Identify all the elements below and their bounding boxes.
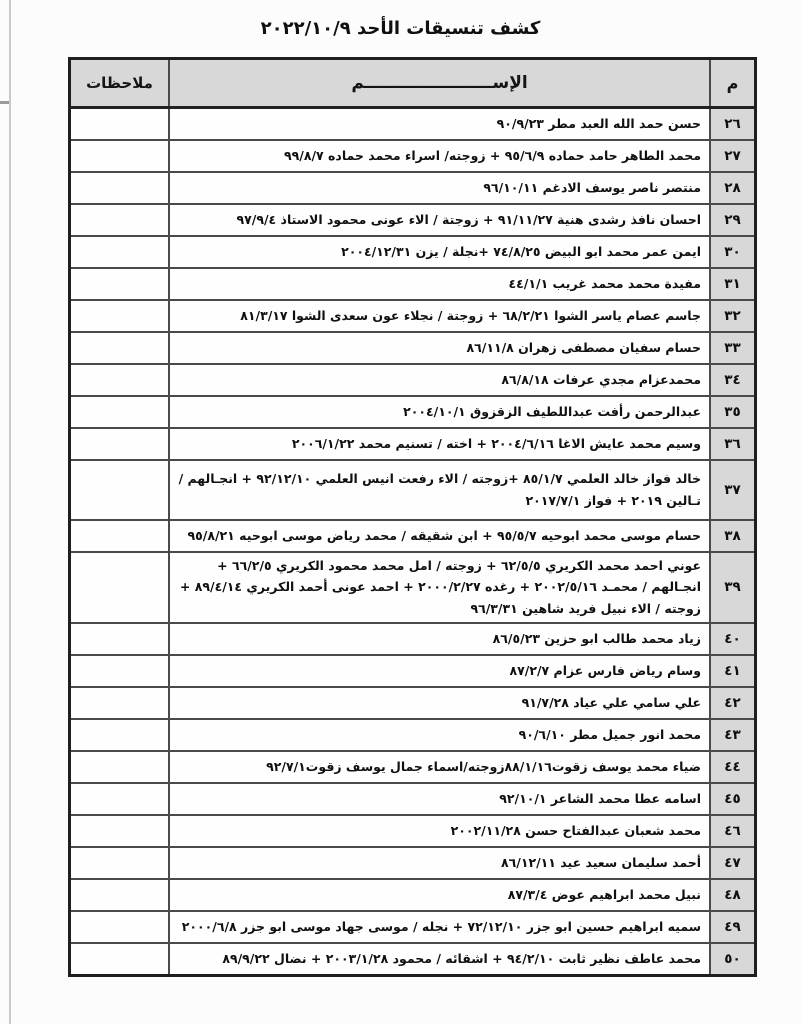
person-name: احسان نافذ رشدى هنية ٩١/١١/٢٧ + زوجتة / الاء عونى محمود الاستاذ ٩٧/٩/٤: [169, 204, 710, 236]
person-name: محمدعزام مجدي عرفات ٨٦/٨/١٨: [169, 364, 710, 396]
row-number: ٣٦: [710, 428, 756, 460]
table-row: [70, 943, 756, 975]
table-row: [70, 332, 756, 364]
row-notes: [70, 815, 170, 847]
table-row: [70, 268, 756, 300]
row-number: ٤٢: [710, 687, 756, 719]
row-number: ٤١: [710, 655, 756, 687]
row-number: ٣٧: [710, 460, 756, 520]
row-notes: [70, 268, 170, 300]
coordination-table: [68, 57, 757, 977]
row-number: ٤٣: [710, 719, 756, 751]
row-notes: [70, 396, 170, 428]
table-row: [70, 364, 756, 396]
person-name: سميه ابراهيم حسين ابو جزر ٧٢/١٢/١٠ + نجله / موسى جهاد موسى ابو جزر ٢٠٠٠/٦/٨: [169, 911, 710, 943]
row-notes: [70, 719, 170, 751]
row-notes: [70, 364, 170, 396]
row-number: ٣٥: [710, 396, 756, 428]
row-notes: [70, 623, 170, 655]
row-notes: [70, 687, 170, 719]
row-number: ٤٧: [710, 847, 756, 879]
person-name: وسيم محمد عايش الاغا ٢٠٠٤/٦/١٦ + اخته / تسنيم محمد ٢٠٠٦/١/٢٢: [169, 428, 710, 460]
table-row: [70, 172, 756, 204]
table-row: [70, 751, 756, 783]
table-row: [70, 204, 756, 236]
row-notes: [70, 300, 170, 332]
person-name: خالد فواز خالد العلمي ٨٥/١/٧ +زوجته / الاء رفعت انيس العلمي ٩٢/١٢/١٠ + انجـالهم / تـالين ٢٠١٩ + فواز ٢٠١٧/٧/١: [169, 460, 710, 520]
row-notes: [70, 943, 170, 975]
row-number: ٢٦: [710, 108, 756, 140]
table-row: [70, 236, 756, 268]
table-row: [70, 687, 756, 719]
row-number: ٣٤: [710, 364, 756, 396]
row-number: ٢٨: [710, 172, 756, 204]
row-notes: [70, 783, 170, 815]
row-notes: [70, 655, 170, 687]
person-name: علي سامي علي عياد ٩١/٧/٢٨: [169, 687, 710, 719]
header-number-column: م: [710, 59, 756, 108]
person-name: حسام سفيان مصطفى زهران ٨٦/١١/٨: [169, 332, 710, 364]
row-number: ٤٩: [710, 911, 756, 943]
row-notes: [70, 552, 170, 624]
table-row: [70, 428, 756, 460]
row-number: ٣١: [710, 268, 756, 300]
person-name: منتصر ناصر يوسف الادغم ٩٦/١٠/١١: [169, 172, 710, 204]
person-name: ايمن عمر محمد ابو البيض ٧٤/٨/٢٥ +نجلة / يزن ٢٠٠٤/١٢/٣١: [169, 236, 710, 268]
person-name: أحمد سليمان سعيد عيد ٨٦/١٢/١١: [169, 847, 710, 879]
row-notes: [70, 460, 170, 520]
table-row: [70, 396, 756, 428]
row-number: ٥٠: [710, 943, 756, 975]
table-row: [70, 460, 756, 520]
person-name: نبيل محمد ابراهيم عوض ٨٧/٣/٤: [169, 879, 710, 911]
person-name: عوني احمد محمد الكريري ٦٢/٥/٥ + زوجته / امل محمد محمود الكريري ٦٦/٢/٥ + انجـالهم / محمـد ٢٠٠٢/٥/١٦ + رغده ٢٠٠٠/٢/٢٧ + احمد عونى أحمد الكريري ٨٩/٤/١٤ + زوجته / الاء نبيل فريد شاهين ٩٦/٣/٣١: [169, 552, 710, 624]
table-row: [70, 847, 756, 879]
row-notes: [70, 332, 170, 364]
header-name-column: الإســــــــــــــــــــــم: [169, 59, 710, 108]
table-row: [70, 655, 756, 687]
row-notes: [70, 236, 170, 268]
table-row: [70, 108, 756, 140]
row-notes: [70, 172, 170, 204]
table-row: [70, 815, 756, 847]
person-name: حسام موسى محمد ابوحيه ٩٥/٥/٧ + ابن شقيقه / محمد رياض موسى ابوحيه ٩٥/٨/٢١: [169, 520, 710, 552]
table-row: [70, 879, 756, 911]
row-number: ٤٥: [710, 783, 756, 815]
table-row: [70, 911, 756, 943]
row-notes: [70, 911, 170, 943]
person-name: عبدالرحمن رأفت عبداللطيف الزقزوق ٢٠٠٤/١٠/١: [169, 396, 710, 428]
row-number: ٢٧: [710, 140, 756, 172]
header-notes-column: ملاحظات: [70, 59, 170, 108]
row-number: ٣٣: [710, 332, 756, 364]
table-row: [70, 552, 756, 624]
table-body: [70, 108, 756, 976]
row-number: ٣٨: [710, 520, 756, 552]
table-row: [70, 623, 756, 655]
row-notes: [70, 520, 170, 552]
document-title: كشف تنسيقات الأحد ٢٠٢٢/١٠/٩: [260, 18, 541, 39]
scan-edge-artifact: [9, 0, 11, 1024]
scan-edge-mark: [0, 101, 9, 104]
row-notes: [70, 204, 170, 236]
person-name: اسامه عطا محمد الشاعر ٩٢/١٠/١: [169, 783, 710, 815]
row-number: ٣٢: [710, 300, 756, 332]
row-notes: [70, 108, 170, 140]
row-number: ٢٩: [710, 204, 756, 236]
person-name: محمد الطاهر حامد حماده ٩٥/٦/٩ + زوجته/ اسراء محمد حماده ٩٩/٨/٧: [169, 140, 710, 172]
row-notes: [70, 428, 170, 460]
table-row: [70, 520, 756, 552]
person-name: محمد انور جميل مطر ٩٠/٦/١٠: [169, 719, 710, 751]
table-row: [70, 719, 756, 751]
row-notes: [70, 847, 170, 879]
row-number: ٤٨: [710, 879, 756, 911]
person-name: حسن حمد الله العبد مطر ٩٠/٩/٢٣: [169, 108, 710, 140]
person-name: جاسم عصام ياسر الشوا ٦٨/٢/٢١ + زوجتة / نجلاء عون سعدى الشوا ٨١/٣/١٧: [169, 300, 710, 332]
table-row: [70, 300, 756, 332]
row-notes: [70, 751, 170, 783]
row-number: ٤٤: [710, 751, 756, 783]
row-number: ٣٠: [710, 236, 756, 268]
row-notes: [70, 140, 170, 172]
person-name: محمد شعبان عبدالفتاح حسن ٢٠٠٢/١١/٢٨: [169, 815, 710, 847]
person-name: مفيدة محمد محمد غريب ٤٤/١/١: [169, 268, 710, 300]
person-name: زياد محمد طالب ابو حزين ٨٦/٥/٢٣: [169, 623, 710, 655]
row-number: ٤٦: [710, 815, 756, 847]
row-number: ٣٩: [710, 552, 756, 624]
table-row: [70, 783, 756, 815]
table-row: [70, 140, 756, 172]
person-name: محمد عاطف نظير ثابت ٩٤/٢/١٠ + اشقائه / محمود ٢٠٠٣/١/٢٨ + نضال ٨٩/٩/٢٢: [169, 943, 710, 975]
person-name: وسام رياض فارس عزام ٨٧/٢/٧: [169, 655, 710, 687]
header-row: [70, 59, 756, 108]
person-name: ضياء محمد يوسف زقوت٨٨/١/١٦زوجته/اسماء جمال يوسف زقوت٩٢/٧/١: [169, 751, 710, 783]
table-header: [70, 59, 756, 108]
row-number: ٤٠: [710, 623, 756, 655]
row-notes: [70, 879, 170, 911]
